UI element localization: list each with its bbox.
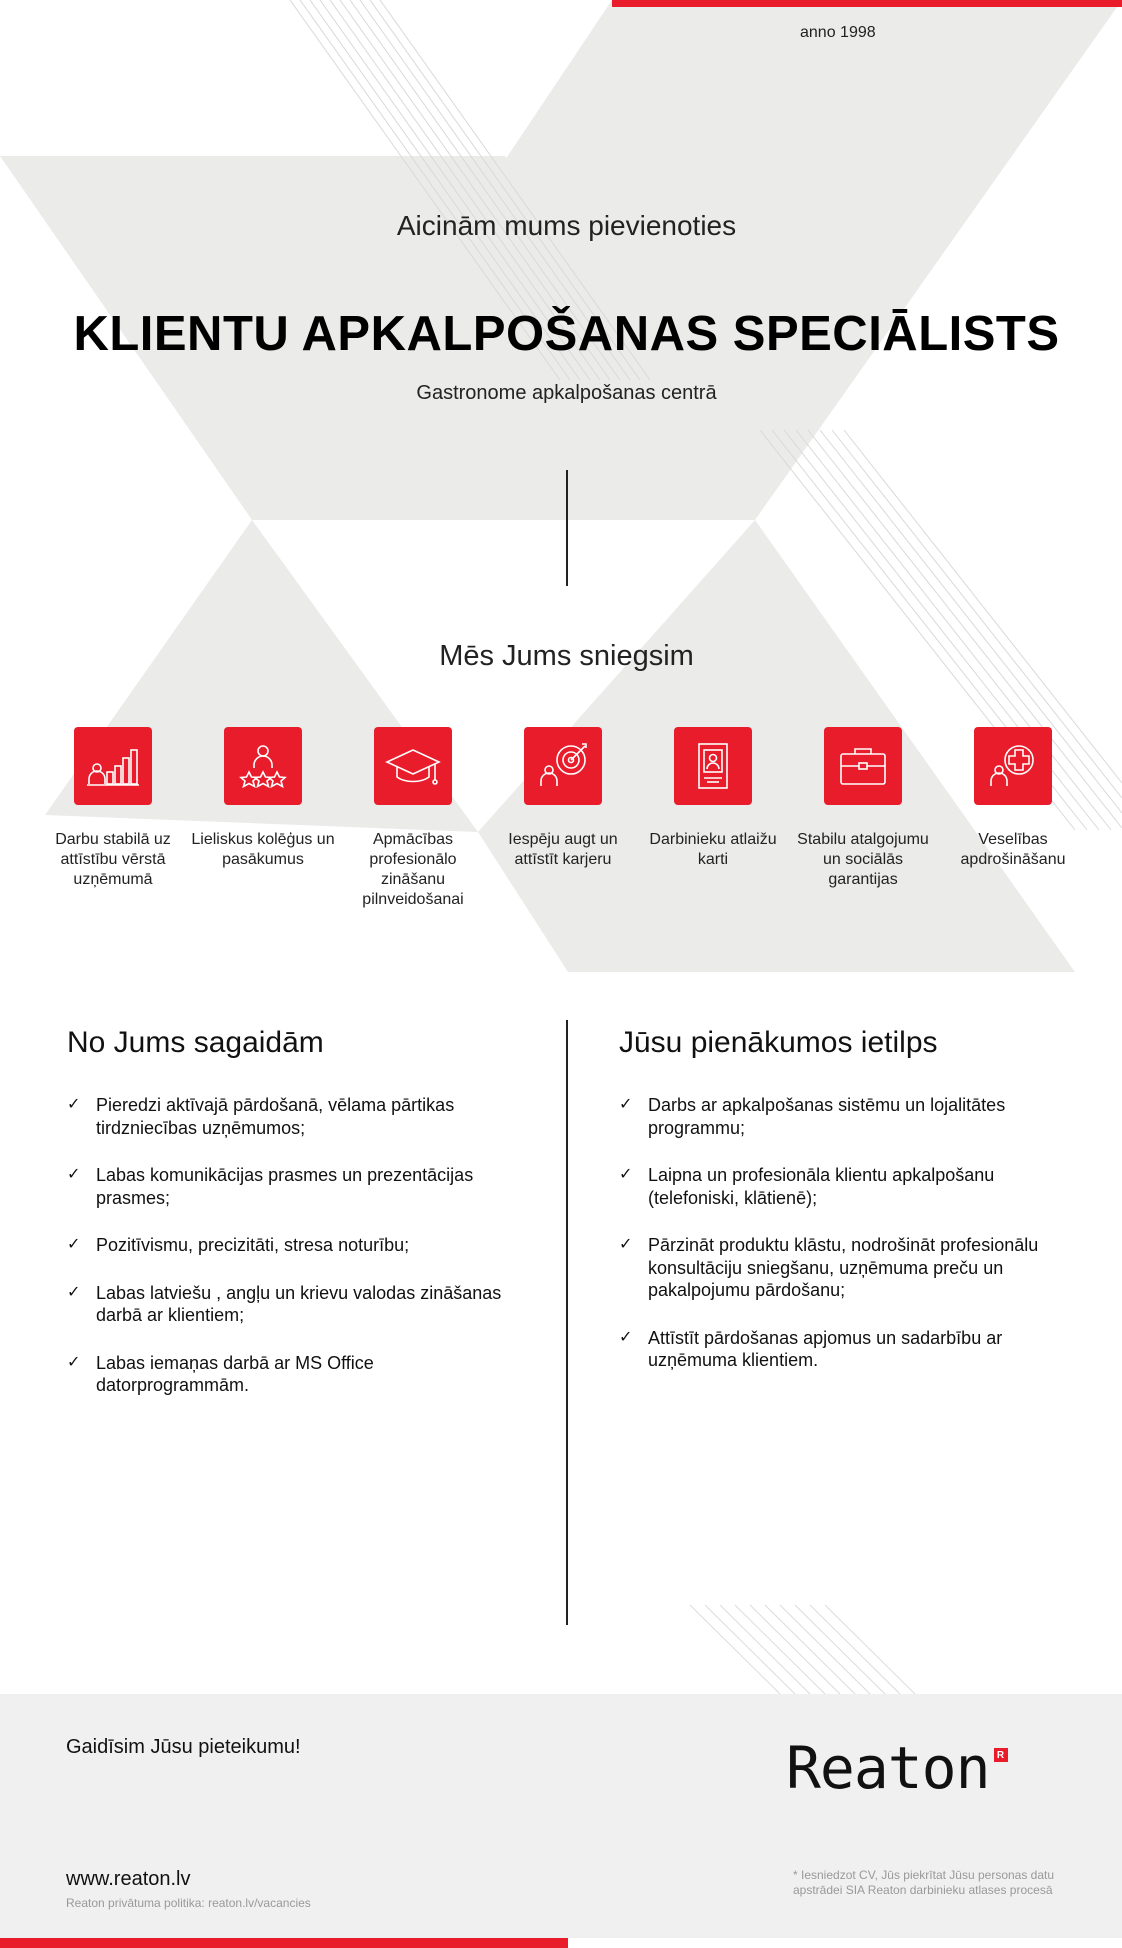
benefit-tile: [524, 727, 602, 805]
benefit-label: Veselības apdrošināšanu: [960, 831, 1066, 868]
page-title: KLIENTU APKALPOŠANAS SPECIĀLISTS: [73, 307, 1060, 361]
website-link[interactable]: www.reaton.lv: [66, 1868, 191, 1890]
benefit-label: Apmācības profesionālo zināšanu pilnveidošanai: [362, 831, 464, 908]
cv-consent-note: * Iesniedzot CV, Jūs piekrītat Jūsu personas datu apstrādei SIA Reaton darbinieku atlases procesā: [793, 1868, 1055, 1897]
list-item: ✓ Pārzināt produktu klāstu, nodrošināt profesionālu konsultāciju sniegšanu, uzņēmuma preču un pakalpojumu pārdošanu;: [619, 1235, 1039, 1300]
employee-card-icon: [685, 738, 741, 794]
check-icon: ✓: [619, 1328, 633, 1346]
list-item: ✓ Labas latviešu , angļu un krievu valodas zināšanas darbā ar klientiem;: [67, 1282, 502, 1325]
offer-heading: Mēs Jums sniegsim: [439, 640, 694, 672]
list-item: ✓ Darbs ar apkalpošanas sistēmu un lojalitātes programmu;: [619, 1095, 1006, 1138]
check-icon: ✓: [619, 1236, 633, 1253]
check-icon: ✓: [67, 1166, 81, 1183]
benefit-item-discount-card: [638, 727, 788, 870]
benefit-item-salary: [788, 727, 938, 890]
check-icon: ✓: [67, 1353, 81, 1371]
privacy-policy-text: Reaton privātuma politika: reaton.lv/vacancies: [66, 1896, 311, 1910]
benefit-tile: [974, 727, 1052, 805]
divider-vertical-top: [566, 470, 568, 586]
benefit-tile: [74, 727, 152, 805]
check-icon: ✓: [67, 1283, 81, 1301]
requirements-section: [67, 1026, 507, 1422]
list-item: ✓ Labas iemaņas darbā ar MS Office datorprogrammām.: [67, 1352, 374, 1395]
benefit-tile: [674, 727, 752, 805]
benefit-label: Darbu stabilā uz attīstību vērstā uzņēmumā: [55, 831, 171, 888]
divider-vertical-columns: [566, 1020, 568, 1625]
duties-section: [619, 1026, 1059, 1397]
benefit-item-health-insurance: [938, 727, 1088, 870]
anno-label: anno 1998: [800, 24, 876, 41]
graduation-cap-icon: [383, 738, 443, 794]
duties-list: [619, 1094, 1059, 1372]
list-item: ✓ Labas komunikācijas prasmes un prezentācijas prasmes;: [67, 1165, 474, 1208]
benefit-label: Lieliskus kolēģus un pasākumus: [191, 831, 335, 868]
list-item: ✓ Attīstīt pārdošanas apjomus un sadarbību ar uzņēmuma klientiem.: [619, 1327, 1003, 1370]
requirements-list: [67, 1094, 507, 1397]
bottom-accent-bar: [0, 1938, 568, 1948]
benefit-label: Iespēju augt un attīstīt karjeru: [508, 831, 618, 868]
benefit-item-stability: [38, 727, 188, 890]
benefit-item-colleagues: [188, 727, 338, 870]
check-icon: ✓: [67, 1096, 81, 1113]
registered-mark-icon: R: [994, 1748, 1008, 1762]
duties-heading: Jūsu pienākumos ietilps: [619, 1026, 938, 1059]
benefit-label: Darbinieku atlaižu karti: [649, 831, 777, 868]
benefit-label: Stabilu atalgojumu un sociālās garantijas: [797, 831, 929, 888]
benefit-tile: [224, 727, 302, 805]
logo-wordmark: Reaton: [786, 1734, 990, 1802]
benefit-item-career: [488, 727, 638, 870]
briefcase-icon: [835, 738, 891, 794]
reaton-logo: [786, 1736, 1008, 1800]
target-person-icon: [535, 738, 591, 794]
benefit-item-training: [338, 727, 488, 910]
health-cross-icon: [985, 738, 1041, 794]
growth-chart-icon: [85, 738, 141, 794]
benefit-tile: [374, 727, 452, 805]
call-to-action: Gaidīsim Jūsu pieteikumu!: [66, 1736, 301, 1758]
check-icon: ✓: [619, 1096, 633, 1113]
benefit-tile: [824, 727, 902, 805]
requirements-heading: No Jums sagaidām: [67, 1026, 324, 1059]
check-icon: ✓: [619, 1166, 633, 1183]
background-hatch-bottom: [690, 1605, 915, 1694]
page-subtitle: Gastronome apkalpošanas centrā: [416, 382, 717, 404]
list-item: ✓ Laipna un profesionāla klientu apkalpošanu (telefoniski, klātienē);: [619, 1165, 995, 1208]
list-item: ✓ Pozitīvismu, precizitāti, stresa noturību;: [67, 1235, 410, 1255]
team-stars-icon: [235, 738, 291, 794]
top-accent-bar: [612, 0, 1122, 7]
check-icon: ✓: [67, 1236, 81, 1253]
invite-heading: Aicinām mums pievienoties: [396, 210, 737, 241]
list-item: ✓ Pieredzi aktīvajā pārdošanā, vēlama pārtikas tirdzniecības uzņēmumos;: [67, 1095, 455, 1138]
